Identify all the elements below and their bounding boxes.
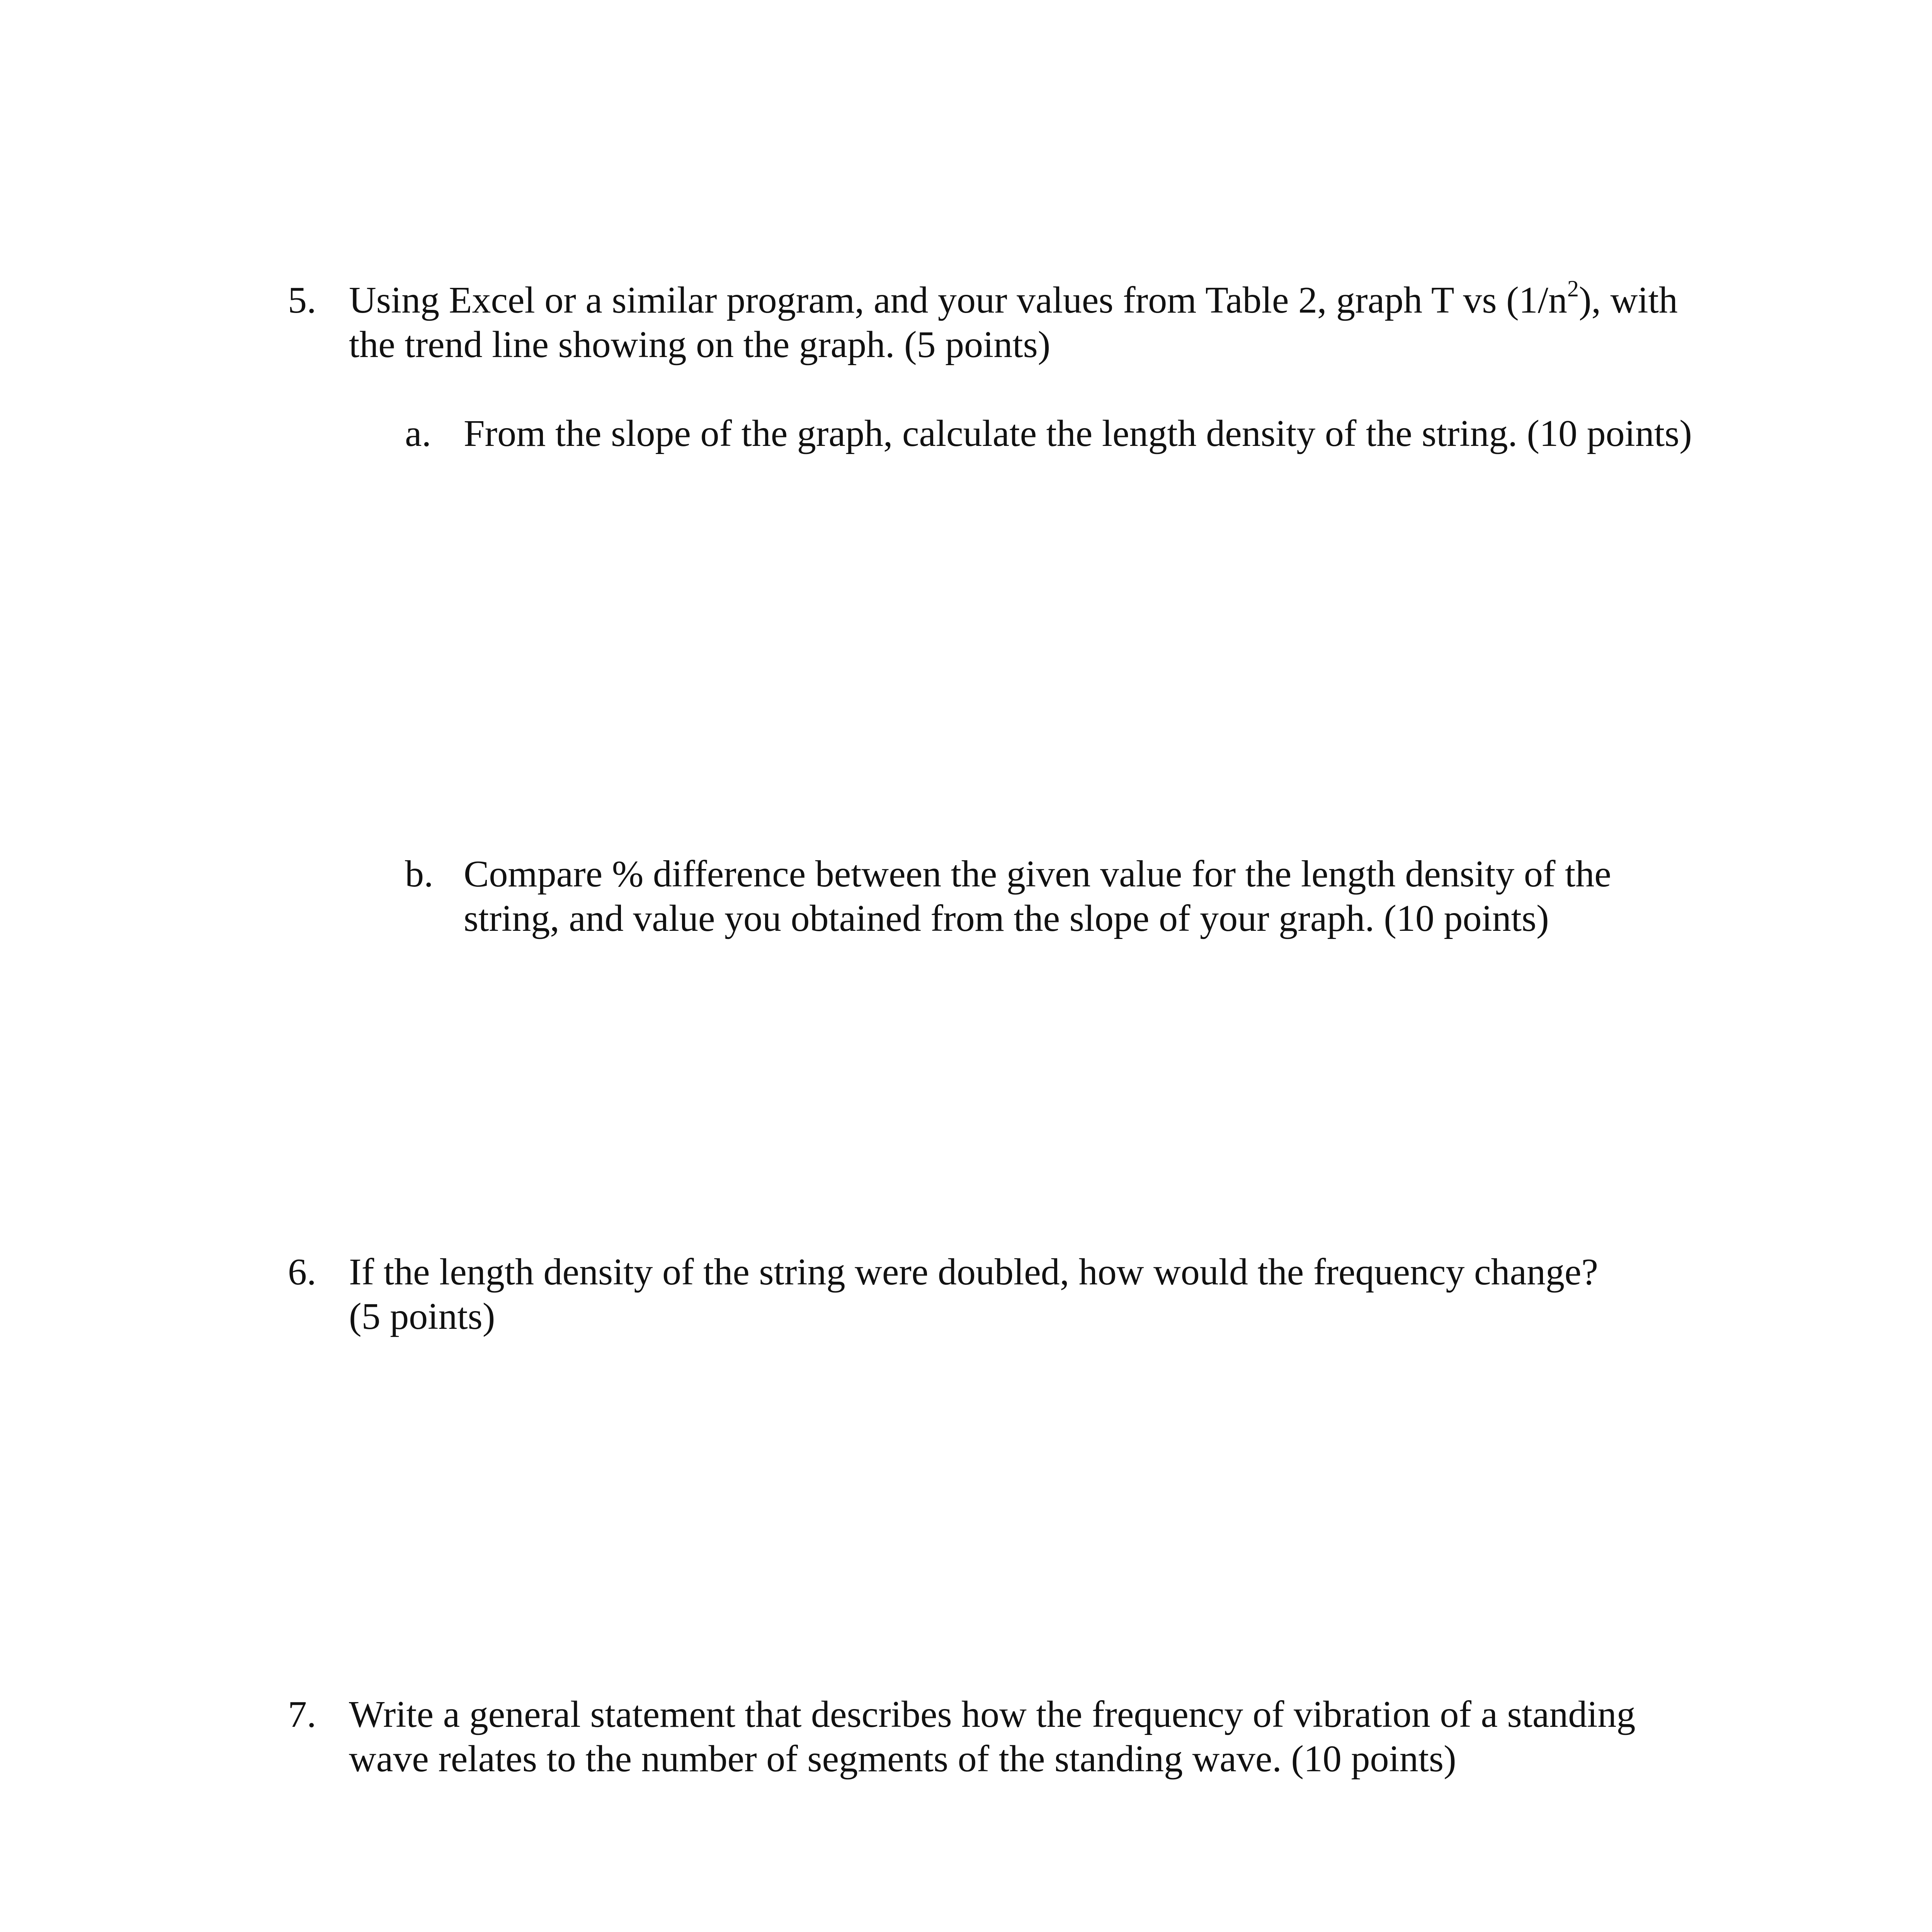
superscript-two: 2 — [1567, 276, 1579, 302]
question-6-line-1: If the length density of the string were doubled, how would the frequency change? — [349, 1251, 1598, 1293]
question-5b-line-2: string, and value you obtained from the slope of your graph. (10 points) — [464, 898, 1549, 939]
question-6-number: 6. — [288, 1251, 316, 1293]
question-5a-text: From the slope of the graph, calculate the length density of the string. (10 points) — [464, 413, 1692, 454]
question-5b-text — [464, 852, 1611, 941]
question-5-number: 5. — [288, 279, 316, 321]
question-5b-line-1: Compare % difference between the given value for the length density of the — [464, 853, 1611, 895]
question-7-number: 7. — [288, 1694, 316, 1735]
question-5-line-1: Using Excel or a similar program, and your values from Table 2, graph T vs $(1/n^2)$, with — [349, 276, 1678, 321]
question-7-line-2: wave relates to the number of segments of the standing wave. (10 points) — [349, 1738, 1456, 1780]
question-7-line-1: Write a general statement that describes how the frequency of vibration of a standing — [349, 1694, 1636, 1735]
question-5b-label: b. — [405, 853, 434, 895]
question-5-text — [349, 278, 1678, 367]
question-5-line-2: the trend line showing on the graph. (5 points) — [349, 324, 1051, 366]
question-6-line-2: (5 points) — [349, 1296, 495, 1337]
question-5a-label: a. — [405, 413, 431, 454]
question-7-text — [349, 1692, 1636, 1781]
question-6-text — [349, 1250, 1598, 1339]
